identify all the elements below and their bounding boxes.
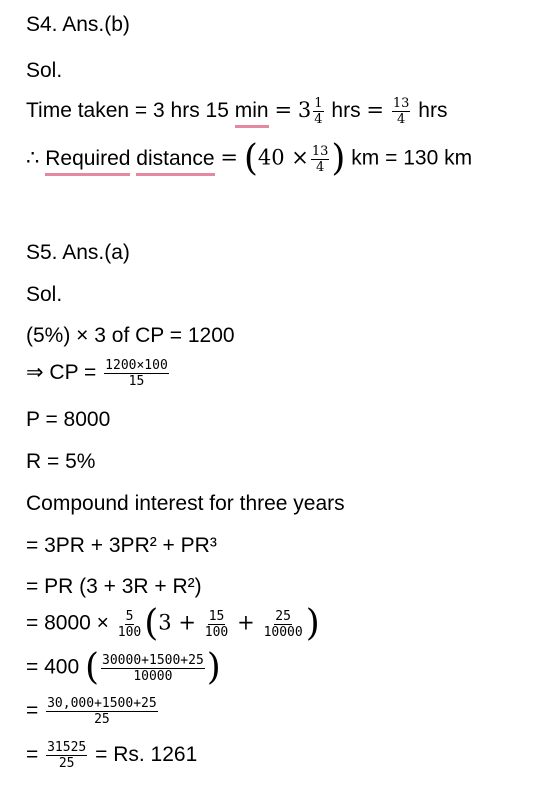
s4-time-line [26,96,447,127]
s4-distance-line [26,138,473,179]
eq3-line [26,603,320,644]
s4-heading: S4. Ans.(b) [26,13,130,36]
eq4-fraction: $\frac{30000+1500+25}{10000}$ [102,652,204,684]
eq3-fraction-1: $\frac{5}{100}$ [117,608,142,640]
eq5-fraction: $\frac{30,000+1500+25}{25}$ [47,696,157,727]
distance-word: distance [136,147,214,176]
eq6-fraction: $\frac{31525}{25}$ [47,740,87,771]
s4-sol-label: Sol. [26,59,63,82]
cp-fraction: $\frac{1200\times 100}{15}$ [105,358,168,389]
eq3-three: 3 + [158,610,196,635]
p-line: P = 8000 [26,408,111,431]
s5-heading: S5. Ans.(a) [26,241,130,264]
s5-line1: (5%) × 3 of CP = 1200 [26,324,235,347]
ci-line: Compound interest for three years [26,492,345,515]
left-paren: ( [144,603,159,644]
eq3-fraction-2: $\frac{15}{100}$ [204,608,229,640]
eq4-prefix: = 400 [26,655,80,679]
distance-result: km = 130 km [351,146,473,170]
s5-sol-label: Sol. [26,283,63,306]
eq6-result: = Rs. 1261 [95,743,198,767]
equals-sign: = [274,98,293,123]
left-paren: ( [243,138,258,179]
eq5-line [26,696,160,727]
hrs-unit: hrs [418,99,448,123]
eq4-line [26,647,221,688]
eq6-prefix: = [26,743,39,767]
hrs-unit: hrs [331,99,361,123]
mixed-whole: 3 [297,98,312,123]
eq3-prefix: = 8000 × [26,611,109,635]
required-word: Required [45,147,130,176]
eq3-plus: + [237,610,255,635]
right-paren: ) [305,603,320,644]
eq2-line: = PR (3 + 3R + R²) [26,575,202,598]
min-word: min [235,99,269,128]
time-fraction: $\frac{13}{4}$ [392,96,410,127]
distance-expression: 40 × [257,145,309,170]
eq3-fraction-3: $\frac{25}{10000}$ [263,608,303,640]
cp-prefix: ⇒ CP = [26,361,97,385]
cp-line [26,358,171,389]
left-paren: ( [84,647,100,688]
time-label: Time taken = 3 hrs 15 [26,99,235,123]
eq1-line: = 3PR + 3PR² + PR³ [26,534,217,557]
mixed-fraction: $\frac{1}{4}$ [314,96,323,127]
distance-fraction: $\frac{13}{4}$ [311,143,329,175]
eq6-line [26,740,197,771]
right-paren: ) [206,647,221,688]
equals-sign: = [366,98,385,123]
right-paren: ) [331,138,346,179]
eq5-prefix: = [26,699,39,723]
therefore-symbol: ∴ [26,146,40,170]
r-line: R = 5% [26,450,96,473]
equals-sign: = [220,145,238,170]
